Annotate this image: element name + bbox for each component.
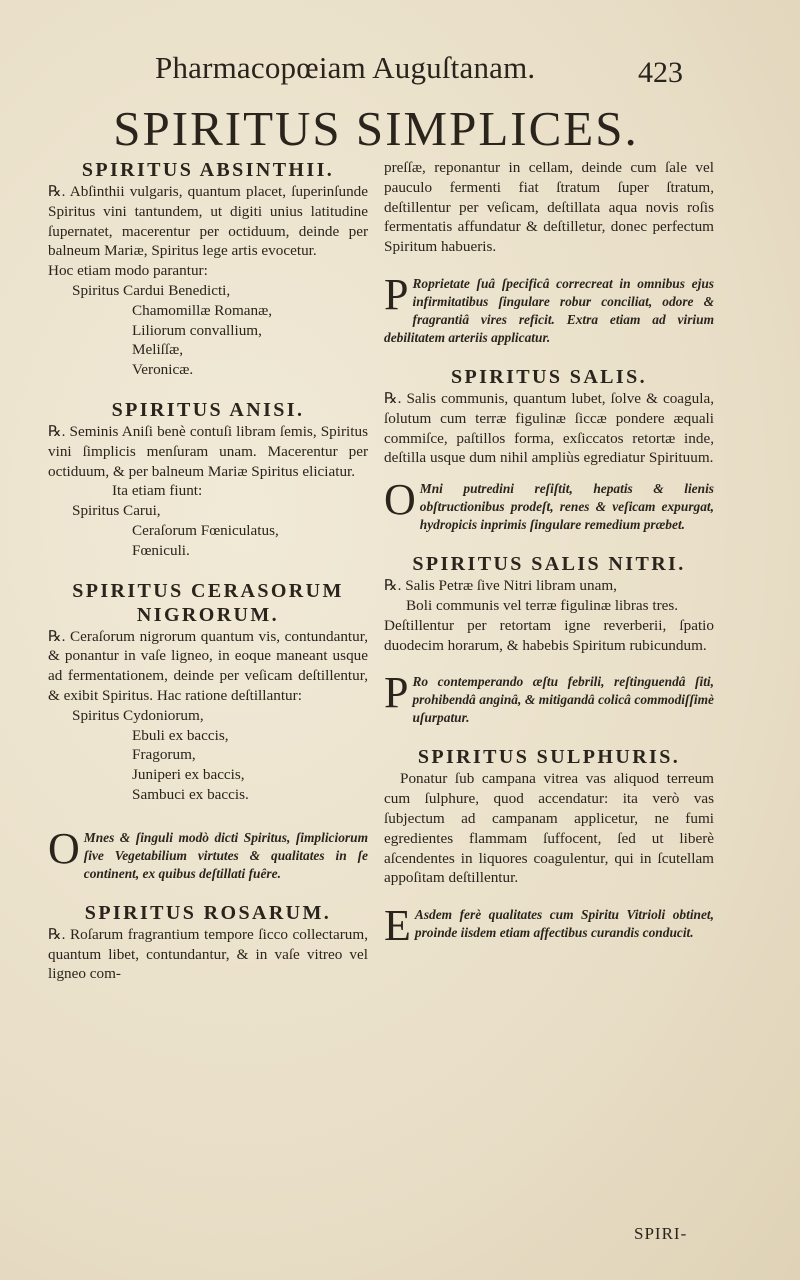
recipe-salis-nitri-1: ℞. Salis Petræ ſive Nitri libram unam,: [384, 577, 617, 595]
heading-anisi: SPIRITUS ANISI.: [111, 398, 305, 421]
list-item: Meliſſæ,: [132, 341, 184, 359]
recipe-rosarum-continued: preſſæ, reponantur in cellam, deinde cum ſale vel pauculo fermenti fiat ſtratum ſuper ſtratum, deſtillentur per veſicam, deſtillata aqua novis roſis fermentatis affundatur & deſtilletur, donec perfectum Spiritum habueris.: [384, 159, 714, 256]
recipe-absinthii: ℞. Abſinthii vulgaris, quantum placet, ſuperinſunde Spiritus vini tantundem, ut digiti unius latitudine ſupernatet, macerentur per octiduum, deinde per balneum Mariæ, Spiritus lege artis evocetur.: [48, 183, 368, 260]
drop-cap: P: [384, 668, 409, 718]
list-item: Sambuci ex baccis.: [132, 785, 249, 803]
note-rosarum: P Roprietate ſuâ ſpecificâ correcreat in omnibus ejus infirmitatibus ſingulare robur conciliat, odore & fragrantiâ vires reficit. Extra etiam ad virium debilitatem arteriis applicatur.: [384, 269, 714, 345]
page-number: 423: [638, 56, 683, 89]
list-item: Liliorum convallium,: [132, 321, 262, 339]
main-title: SPIRITUS SIMPLICES.: [113, 101, 639, 156]
drop-cap: E: [384, 901, 411, 951]
note-cerasorum: O Mnes & ſinguli modò dicti Spiritus, ſimpliciorum ſive Vegetabilium virtutes & qualitates in ſe continent, ex quibus deſtillati fuêre.: [48, 823, 368, 881]
drop-cap: O: [384, 475, 416, 525]
list-item: Fragorum,: [132, 746, 196, 764]
heading-sulphuris: SPIRITUS SULPHURIS.: [417, 746, 681, 769]
recipe-sulphuris: Ponatur ſub campana vitrea vas aliquod terreum cum ſulphure, quod accendatur: ita verò vas ſubjectum ad campanam applicetur, ne fumi egredientes flammam ſuffocent, ſed ut liberè aſcendentes in liquores coagulentur, qui in ſcutellam appoſitam deſtillentur.: [384, 770, 714, 887]
list-item: Spiritus Cardui Benedicti,: [72, 281, 231, 299]
drop-cap: P: [384, 269, 409, 319]
recipe-rosarum: ℞. Roſarum fragrantium tempore ſicco collectarum, quantum libet, contundantur, & in vaſe vitreo vel ligneo com-: [48, 925, 368, 983]
left-column: [48, 158, 368, 984]
catchword: SPIRI-: [634, 1224, 688, 1243]
list-item: Fœniculi.: [132, 541, 190, 559]
intro-absinthii: Hoc etiam modo parantur:: [48, 262, 208, 280]
drop-cap: O: [48, 823, 80, 873]
recipe-cerasorum: ℞. Ceraſorum nigrorum quantum vis, contundantur, & ponantur in vaſe ligneo, in eoque maneant usque ad fermentationem, deinde per veſicam deſtillentur, & exibit Spiritus. Hac ratione deſtillantur:: [48, 627, 368, 704]
note-sulphuris: E Asdem ferè qualitates cum Spiritu Vitrioli obtinet, proinde iisdem etiam affectibus curandis conducit.: [384, 901, 714, 951]
right-column: [384, 158, 714, 951]
list-item: Chamomillæ Romanæ,: [132, 301, 273, 319]
heading-salis: SPIRITUS SALIS.: [450, 365, 648, 388]
note-salis: O Mni putredini reſiſtit, hepatis & lienis obſtructionibus prodeſt, renes & veſicam expurgat, hydropicis inprimis ſingulare remedium præbet.: [384, 475, 714, 533]
list-cerasorum: [48, 706, 368, 805]
list-anisi: [48, 501, 368, 560]
recipe-anisi: ℞. Seminis Aniſi benè contuſi libram ſemis, Spiritus vini ſimplicis menſuram unam. Macerentur per octiduum, & per balneum Mariæ Spiritus eliciatur.: [48, 422, 368, 480]
intro-anisi: Ita etiam fiunt:: [112, 482, 203, 500]
heading-rosarum: SPIRITUS ROSARUM.: [84, 901, 332, 924]
running-head: Pharmacopœiam Auguſtanam.: [155, 50, 536, 85]
recipe-salis: ℞. Salis communis, quantum lubet, ſolve & coagula, ſolutum cum terræ figulinæ ſiccæ pondere æquali commiſce, paſtillos forma, exſiccatos retortæ inde, deſtilla usque dum nihil ampliùs egrediatur Spirituum.: [384, 389, 714, 467]
list-item: Spiritus Cydoniorum,: [72, 706, 204, 724]
list-item: Spiritus Carui,: [72, 502, 161, 520]
list-item: Ceraſorum Fœniculatus,: [132, 521, 279, 539]
list-absinthii: [48, 281, 368, 380]
heading-cerasorum: SPIRITUS CERASORUM NIGRORUM.: [72, 579, 344, 626]
recipe-salis-nitri-2: Boli communis vel terræ figulinæ libras tres.: [406, 596, 679, 614]
recipe-salis-nitri-3: Deſtillentur per retortam igne reverberii, ſpatio duodecim horarum, & habebis Spiritum rubicundum.: [384, 616, 714, 654]
heading-absinthii: SPIRITUS ABSINTHII.: [81, 159, 335, 181]
list-item: Juniperi ex baccis,: [132, 766, 245, 784]
heading-salis-nitri: SPIRITUS SALIS NITRI.: [412, 553, 686, 576]
note-salis-nitri: P Ro contemperando æſtu febrili, reſtinguendâ ſiti, prohibendâ anginâ, & mitigandâ colicâ commodiſſimè uſurpatur.: [384, 668, 714, 726]
list-item: Veronicæ.: [132, 361, 194, 379]
list-item: Ebuli ex baccis,: [132, 726, 229, 744]
